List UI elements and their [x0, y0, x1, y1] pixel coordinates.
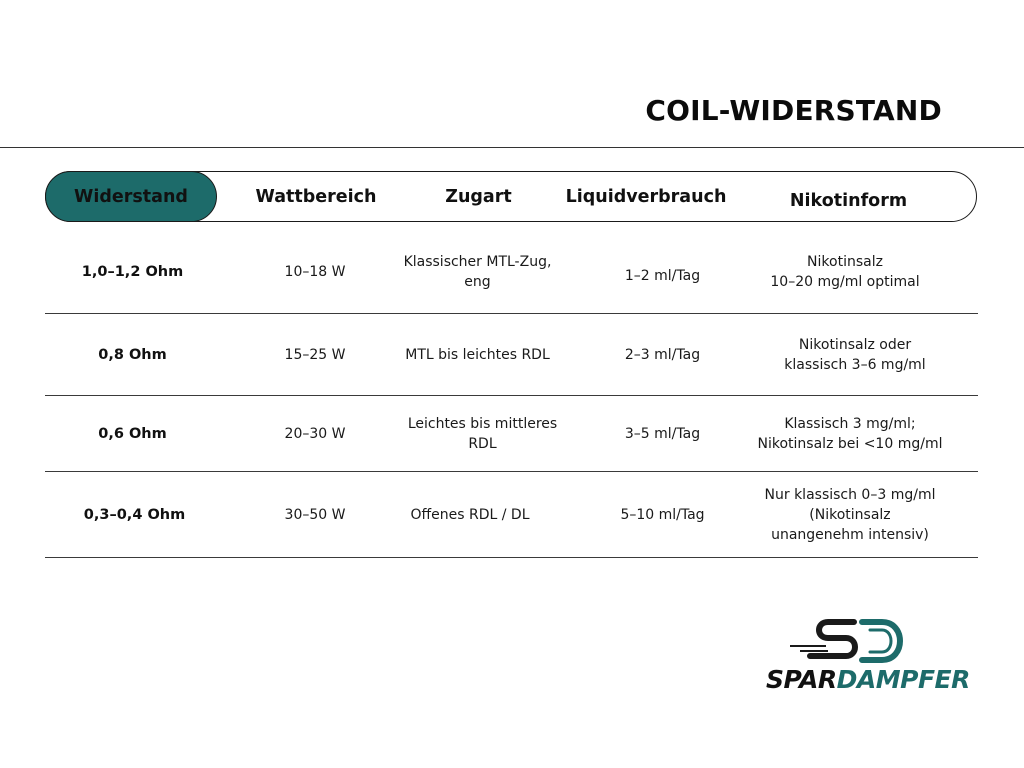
- table-header: [45, 171, 977, 222]
- table-row: [45, 398, 978, 470]
- cell-zugart: Offenes RDL / DL: [410, 507, 530, 523]
- column-header-nikotinform[interactable]: Nikotinform: [789, 190, 908, 211]
- cell-nikotin: Klassisch 3 mg/ml; Nikotinsalz bei <10 mg/ml: [757, 416, 943, 452]
- table-row: [45, 474, 978, 556]
- logo-part-dampfer: DAMPFER: [836, 665, 970, 694]
- cell-nikotin: Nur klassisch 0–3 mg/ml (Nikotinsalz unangenehm intensiv): [764, 487, 936, 543]
- column-header-zugart[interactable]: Zugart: [445, 186, 512, 207]
- cell-zugart: Leichtes bis mittleres RDL: [407, 416, 558, 452]
- cell-verbrauch: 3–5 ml/Tag: [624, 426, 701, 442]
- cell-zugart: Klassischer MTL-Zug, eng: [403, 254, 552, 290]
- table-row: [45, 232, 978, 312]
- cell-watt: 30–50 W: [284, 507, 346, 523]
- cell-verbrauch: 1–2 ml/Tag: [624, 268, 701, 284]
- row-divider: [45, 471, 978, 472]
- cell-zugart: MTL bis leichtes RDL: [405, 347, 550, 363]
- row-divider: [45, 395, 978, 396]
- logo-wordmark: [766, 665, 970, 694]
- cell-widerstand: 0,3–0,4 Ohm: [83, 507, 186, 523]
- row-divider: [45, 313, 978, 314]
- cell-widerstand: 0,6 Ohm: [98, 426, 167, 442]
- cell-widerstand: 0,8 Ohm: [98, 347, 167, 363]
- column-header-widerstand[interactable]: Widerstand: [45, 171, 217, 222]
- page-title: COIL-WIDERSTAND: [645, 94, 942, 127]
- row-divider: [45, 557, 978, 558]
- cell-nikotin: Nikotinsalz oder klassisch 3–6 mg/ml: [784, 337, 926, 373]
- column-header-wattbereich[interactable]: Wattbereich: [255, 186, 377, 207]
- title-divider: [0, 147, 1024, 148]
- cell-widerstand: 1,0–1,2 Ohm: [81, 264, 184, 280]
- cell-watt: 15–25 W: [284, 347, 346, 363]
- cell-verbrauch: 2–3 ml/Tag: [624, 347, 701, 363]
- cell-verbrauch: 5–10 ml/Tag: [620, 507, 705, 523]
- logo-part-spar: SPAR: [766, 665, 837, 694]
- cell-watt: 20–30 W: [284, 426, 346, 442]
- table-row: [45, 316, 978, 394]
- sd-monogram-icon: [766, 616, 944, 668]
- column-header-liquidverbrauch[interactable]: Liquidverbrauch: [565, 186, 727, 207]
- cell-watt: 10–18 W: [284, 264, 346, 280]
- spardampfer-logo: [766, 616, 970, 696]
- cell-nikotin: Nikotinsalz 10–20 mg/ml optimal: [770, 254, 920, 290]
